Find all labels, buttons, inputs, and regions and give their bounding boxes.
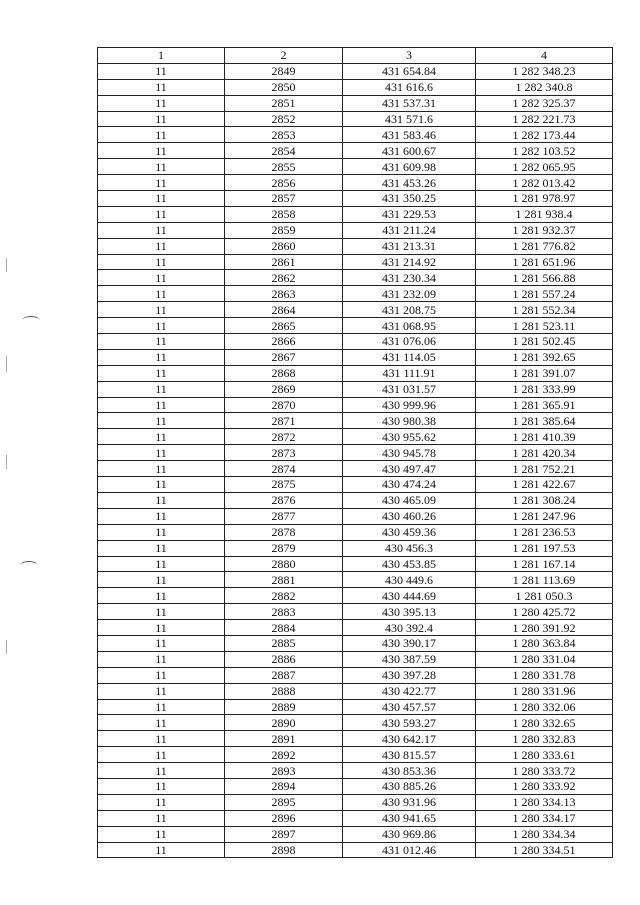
table-cell: 1 281 365.91 (476, 397, 613, 413)
table-cell: 2880 (225, 556, 343, 572)
table-row (98, 318, 613, 334)
table-cell: 2854 (225, 143, 343, 159)
table-row (98, 842, 613, 858)
table-cell: 2851 (225, 95, 343, 111)
table-cell: 2853 (225, 127, 343, 143)
table-cell: 431 213.31 (343, 238, 476, 254)
table-cell: 11 (98, 286, 225, 302)
table-cell: 2856 (225, 175, 343, 191)
table-cell: 2891 (225, 731, 343, 747)
table-cell: 11 (98, 318, 225, 334)
table-cell: 2864 (225, 302, 343, 318)
table-cell: 11 (98, 794, 225, 810)
table-row (98, 143, 613, 159)
table-cell: 11 (98, 302, 225, 318)
table-cell: 2872 (225, 429, 343, 445)
table-cell: 1 282 065.95 (476, 159, 613, 175)
table-header-row (98, 48, 613, 64)
table-row (98, 556, 613, 572)
table-row (98, 731, 613, 747)
table-cell: 1 281 410.39 (476, 429, 613, 445)
scan-mark (6, 640, 7, 654)
table-cell: 430 422.77 (343, 683, 476, 699)
table-cell: 1 281 552.34 (476, 302, 613, 318)
table-cell: 431 230.34 (343, 270, 476, 286)
table-cell: 1 281 776.82 (476, 238, 613, 254)
table-cell: 430 449.6 (343, 572, 476, 588)
table-cell: 1 280 334.17 (476, 810, 613, 826)
table-cell: 2850 (225, 79, 343, 95)
table-cell: 430 955.62 (343, 429, 476, 445)
table-cell: 431 012.46 (343, 842, 476, 858)
table-cell: 431 654.84 (343, 63, 476, 79)
table-row (98, 778, 613, 794)
table-cell: 1 281 422.67 (476, 477, 613, 493)
table-row (98, 667, 613, 683)
table-row (98, 524, 613, 540)
table-cell: 1 280 363.84 (476, 635, 613, 651)
table-cell: 431 609.98 (343, 159, 476, 175)
table-cell: 2865 (225, 318, 343, 334)
table-row (98, 477, 613, 493)
table-cell: 11 (98, 826, 225, 842)
table-row (98, 461, 613, 477)
table-cell: 2858 (225, 206, 343, 222)
table-cell: 11 (98, 810, 225, 826)
table-cell: 2868 (225, 365, 343, 381)
table-cell: 11 (98, 492, 225, 508)
table-cell: 430 465.09 (343, 492, 476, 508)
table-cell: 2862 (225, 270, 343, 286)
table-row (98, 699, 613, 715)
table-cell: 11 (98, 63, 225, 79)
table-cell: 430 642.17 (343, 731, 476, 747)
table-row (98, 191, 613, 207)
table-cell: 1 281 651.96 (476, 254, 613, 270)
table-cell: 2895 (225, 794, 343, 810)
table-cell: 1 280 334.34 (476, 826, 613, 842)
table-cell: 11 (98, 556, 225, 572)
table-cell: 430 931.96 (343, 794, 476, 810)
table-cell: 11 (98, 238, 225, 254)
table-row (98, 429, 613, 445)
table-cell: 1 281 978.97 (476, 191, 613, 207)
table-row (98, 175, 613, 191)
table-cell: 1 281 113.69 (476, 572, 613, 588)
table-cell: 2885 (225, 635, 343, 651)
table-cell: 430 885.26 (343, 778, 476, 794)
table-cell: 1 281 938.4 (476, 206, 613, 222)
table-cell: 2852 (225, 111, 343, 127)
coordinates-table (97, 47, 613, 858)
table-cell: 11 (98, 365, 225, 381)
table-row (98, 159, 613, 175)
table-cell: 1 281 050.3 (476, 588, 613, 604)
table-cell: 2861 (225, 254, 343, 270)
table-cell: 11 (98, 445, 225, 461)
table-cell: 2894 (225, 778, 343, 794)
table-cell: 430 395.13 (343, 604, 476, 620)
table-cell: 2879 (225, 540, 343, 556)
table-cell: 2878 (225, 524, 343, 540)
table-row (98, 238, 613, 254)
table-cell: 430 853.36 (343, 763, 476, 779)
scan-mark (6, 258, 7, 272)
table-cell: 2867 (225, 349, 343, 365)
table-row (98, 620, 613, 636)
table-row (98, 683, 613, 699)
table-cell: 430 941.65 (343, 810, 476, 826)
table-cell: 11 (98, 381, 225, 397)
table-cell: 11 (98, 651, 225, 667)
table-cell: 430 397.28 (343, 667, 476, 683)
table-cell: 11 (98, 206, 225, 222)
table-cell: 2871 (225, 413, 343, 429)
table-cell: 11 (98, 222, 225, 238)
table-cell: 2866 (225, 334, 343, 350)
table-cell: 11 (98, 254, 225, 270)
table-cell: 1 281 385.64 (476, 413, 613, 429)
table-cell: 2875 (225, 477, 343, 493)
table-cell: 1 281 391.07 (476, 365, 613, 381)
table-cell: 1 281 333.99 (476, 381, 613, 397)
table-cell: 2873 (225, 445, 343, 461)
table-row (98, 747, 613, 763)
column-header: 1 (98, 48, 225, 64)
table-cell: 1 281 247.96 (476, 508, 613, 524)
table-cell: 2886 (225, 651, 343, 667)
scan-mark (6, 455, 7, 469)
table-cell: 431 211.24 (343, 222, 476, 238)
table-cell: 2876 (225, 492, 343, 508)
table-cell: 1 282 221.73 (476, 111, 613, 127)
table-cell: 1 280 332.06 (476, 699, 613, 715)
table-cell: 1 282 340.8 (476, 79, 613, 95)
table-row (98, 604, 613, 620)
table-cell: 11 (98, 143, 225, 159)
table-cell: 430 593.27 (343, 715, 476, 731)
column-header: 3 (343, 48, 476, 64)
table-cell: 430 444.69 (343, 588, 476, 604)
table-cell: 430 945.78 (343, 445, 476, 461)
table-cell: 1 281 420.34 (476, 445, 613, 461)
table-cell: 2859 (225, 222, 343, 238)
table-cell: 430 999.96 (343, 397, 476, 413)
table-row (98, 206, 613, 222)
table-row (98, 365, 613, 381)
table-row (98, 635, 613, 651)
table-row (98, 127, 613, 143)
table-cell: 1 280 333.61 (476, 747, 613, 763)
table-cell: 2898 (225, 842, 343, 858)
table-cell: 11 (98, 429, 225, 445)
table-cell: 431 076.06 (343, 334, 476, 350)
table-row (98, 397, 613, 413)
table-row (98, 492, 613, 508)
table-cell: 2870 (225, 397, 343, 413)
table-cell: 1 280 331.78 (476, 667, 613, 683)
table-cell: 430 980.38 (343, 413, 476, 429)
scan-margin-mark (22, 316, 40, 325)
table-cell: 1 281 197.53 (476, 540, 613, 556)
table-cell: 430 815.57 (343, 747, 476, 763)
table-cell: 2896 (225, 810, 343, 826)
table-cell: 2888 (225, 683, 343, 699)
table-cell: 431 350.25 (343, 191, 476, 207)
table-cell: 2869 (225, 381, 343, 397)
table-cell: 431 232.09 (343, 286, 476, 302)
column-header: 4 (476, 48, 613, 64)
table-cell: 2857 (225, 191, 343, 207)
table-row (98, 79, 613, 95)
table-cell: 430 969.86 (343, 826, 476, 842)
table-row (98, 111, 613, 127)
table-cell: 1 281 167.14 (476, 556, 613, 572)
table-cell: 431 583.46 (343, 127, 476, 143)
table-cell: 430 459.36 (343, 524, 476, 540)
table-cell: 2855 (225, 159, 343, 175)
table-cell: 430 474.24 (343, 477, 476, 493)
table-cell: 11 (98, 667, 225, 683)
table-cell: 11 (98, 635, 225, 651)
table-cell: 2890 (225, 715, 343, 731)
table-cell: 431 600.67 (343, 143, 476, 159)
table-cell: 430 392.4 (343, 620, 476, 636)
table-cell: 430 497.47 (343, 461, 476, 477)
table-cell: 1 281 523.11 (476, 318, 613, 334)
table-cell: 11 (98, 397, 225, 413)
table-cell: 1 281 932.37 (476, 222, 613, 238)
table-cell: 11 (98, 524, 225, 540)
table-cell: 1 282 325.37 (476, 95, 613, 111)
table-row (98, 508, 613, 524)
table-cell: 2883 (225, 604, 343, 620)
table-cell: 1 281 557.24 (476, 286, 613, 302)
table-cell: 430 460.26 (343, 508, 476, 524)
table-row (98, 588, 613, 604)
table-cell: 2877 (225, 508, 343, 524)
scan-margin-mark (20, 561, 38, 570)
table-cell: 11 (98, 127, 225, 143)
table-cell: 2882 (225, 588, 343, 604)
table-cell: 1 280 331.04 (476, 651, 613, 667)
table-row (98, 222, 613, 238)
table-row (98, 95, 613, 111)
table-row (98, 413, 613, 429)
table-row (98, 254, 613, 270)
table-cell: 11 (98, 763, 225, 779)
table-cell: 2860 (225, 238, 343, 254)
table-cell: 431 068.95 (343, 318, 476, 334)
table-cell: 2874 (225, 461, 343, 477)
table-cell: 11 (98, 413, 225, 429)
table-cell: 11 (98, 508, 225, 524)
table-cell: 1 281 392.65 (476, 349, 613, 365)
table-cell: 1 280 425.72 (476, 604, 613, 620)
table-cell: 11 (98, 683, 225, 699)
table-cell: 430 453.85 (343, 556, 476, 572)
table-cell: 1 280 334.51 (476, 842, 613, 858)
table-cell: 1 282 013.42 (476, 175, 613, 191)
table-row (98, 715, 613, 731)
table-cell: 2881 (225, 572, 343, 588)
table-cell: 431 111.91 (343, 365, 476, 381)
table-cell: 2887 (225, 667, 343, 683)
table-cell: 11 (98, 540, 225, 556)
scan-mark (6, 356, 7, 372)
table-row (98, 270, 613, 286)
table-cell: 11 (98, 349, 225, 365)
table-cell: 1 281 308.24 (476, 492, 613, 508)
table-cell: 1 281 236.53 (476, 524, 613, 540)
table-cell: 11 (98, 842, 225, 858)
table-cell: 1 282 103.52 (476, 143, 613, 159)
table-cell: 11 (98, 620, 225, 636)
table-cell: 2863 (225, 286, 343, 302)
table-cell: 431 571.6 (343, 111, 476, 127)
table-cell: 2892 (225, 747, 343, 763)
table-cell: 1 280 333.72 (476, 763, 613, 779)
table-cell: 1 280 333.92 (476, 778, 613, 794)
table-cell: 1 282 173.44 (476, 127, 613, 143)
table-cell: 430 390.17 (343, 635, 476, 651)
table-cell: 431 031.57 (343, 381, 476, 397)
table-cell: 1 280 391.92 (476, 620, 613, 636)
table-cell: 1 280 331.96 (476, 683, 613, 699)
table-cell: 11 (98, 79, 225, 95)
table-cell: 431 214.92 (343, 254, 476, 270)
table-cell: 11 (98, 699, 225, 715)
table-cell: 1 281 566.88 (476, 270, 613, 286)
table-cell: 11 (98, 715, 225, 731)
table-cell: 1 281 502.45 (476, 334, 613, 350)
table-cell: 2897 (225, 826, 343, 842)
table-row (98, 445, 613, 461)
table-cell: 430 456.3 (343, 540, 476, 556)
table-cell: 11 (98, 477, 225, 493)
table-cell: 11 (98, 747, 225, 763)
table-cell: 431 114.05 (343, 349, 476, 365)
table-cell: 1 280 334.13 (476, 794, 613, 810)
table-cell: 2849 (225, 63, 343, 79)
column-header: 2 (225, 48, 343, 64)
table-row (98, 826, 613, 842)
table-cell: 431 208.75 (343, 302, 476, 318)
table-cell: 1 282 348.23 (476, 63, 613, 79)
table-cell: 11 (98, 572, 225, 588)
table-row (98, 794, 613, 810)
table-row (98, 540, 613, 556)
table-cell: 431 616.6 (343, 79, 476, 95)
table-cell: 11 (98, 334, 225, 350)
table-cell: 11 (98, 191, 225, 207)
table-cell: 431 537.31 (343, 95, 476, 111)
table-row (98, 302, 613, 318)
table-cell: 11 (98, 159, 225, 175)
table-cell: 2893 (225, 763, 343, 779)
table-row (98, 572, 613, 588)
table-cell: 11 (98, 461, 225, 477)
table-cell: 11 (98, 588, 225, 604)
table-row (98, 381, 613, 397)
table-cell: 430 457.57 (343, 699, 476, 715)
table-row (98, 349, 613, 365)
table-cell: 431 453.26 (343, 175, 476, 191)
table-row (98, 286, 613, 302)
table-cell: 11 (98, 95, 225, 111)
table-cell: 11 (98, 111, 225, 127)
table-row (98, 334, 613, 350)
table-cell: 11 (98, 604, 225, 620)
table-cell: 431 229.53 (343, 206, 476, 222)
table-cell: 11 (98, 731, 225, 747)
table-cell: 11 (98, 175, 225, 191)
table-row (98, 651, 613, 667)
table-row (98, 63, 613, 79)
table-cell: 2889 (225, 699, 343, 715)
table-cell: 2884 (225, 620, 343, 636)
table-row (98, 810, 613, 826)
table-cell: 1 281 752.21 (476, 461, 613, 477)
table-cell: 11 (98, 778, 225, 794)
table-cell: 11 (98, 270, 225, 286)
table-row (98, 763, 613, 779)
table-cell: 1 280 332.65 (476, 715, 613, 731)
table-cell: 1 280 332.83 (476, 731, 613, 747)
table-cell: 430 387.59 (343, 651, 476, 667)
